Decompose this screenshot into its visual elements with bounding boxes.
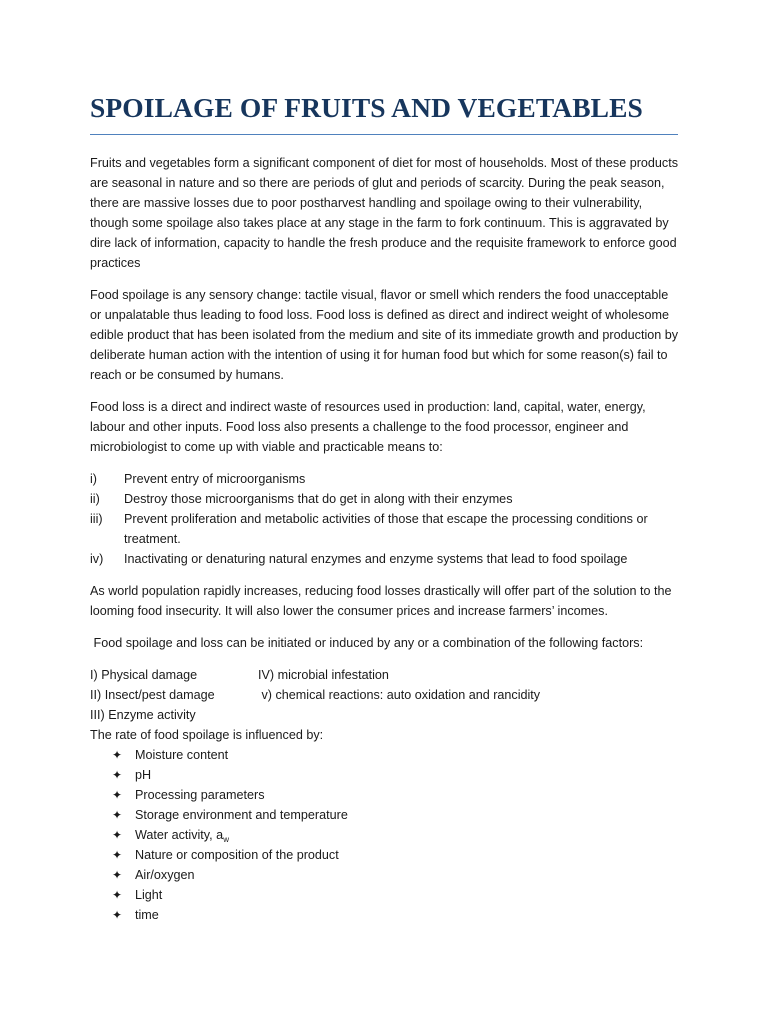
factor-item: IV) microbial infestation — [258, 668, 389, 682]
list-number: ii) — [90, 492, 100, 506]
star-bullet-icon: ✦ — [112, 848, 123, 862]
bullet-text: pH — [135, 768, 152, 782]
subscript-w: w — [223, 835, 229, 844]
bullet-item — [90, 905, 680, 925]
paragraph-factors-intro: Food spoilage and loss can be initiated or induced by any or a combination of the following factors: — [90, 636, 644, 650]
title-underline — [90, 134, 678, 135]
paragraph-food-loss: Food loss is a direct and indirect waste of resources used in production: land, capital, water, energy, labour and other inputs. Food loss also presents a challenge to the food processor, engineer and microbiologist to come up with viable and practicable means to: — [90, 400, 646, 454]
star-bullet-icon: ✦ — [112, 788, 123, 802]
bullet-text: Water activity, a — [135, 828, 224, 842]
factor-item: I) Physical damage — [90, 668, 198, 682]
star-bullet-icon: ✦ — [112, 808, 123, 822]
bullet-item — [90, 805, 680, 825]
bullet-text: Storage environment and temperature — [135, 808, 348, 822]
list-item — [90, 509, 680, 549]
list-number: iii) — [90, 512, 103, 526]
star-bullet-icon: ✦ — [112, 908, 123, 922]
bullet-text: Air/oxygen — [135, 868, 195, 882]
document-title: SPOILAGE OF FRUITS AND VEGETABLES — [90, 92, 643, 123]
means-list — [90, 469, 680, 569]
bullet-item — [90, 765, 680, 785]
bullet-item — [90, 785, 680, 805]
list-item-text: Prevent entry of microorganisms — [124, 472, 306, 486]
factors-list — [90, 665, 680, 725]
list-item — [90, 489, 680, 509]
list-item — [90, 469, 680, 489]
list-number: iv) — [90, 552, 104, 566]
factor-item: v) chemical reactions: auto oxidation and rancidity — [258, 688, 541, 702]
influences-list — [90, 745, 680, 925]
star-bullet-icon: ✦ — [112, 768, 123, 782]
bullet-item — [90, 885, 680, 905]
bullet-text: time — [135, 908, 159, 922]
bullet-item — [90, 865, 680, 885]
list-item-text: Destroy those microorganisms that do get in along with their enzymes — [124, 492, 513, 506]
factor-item: II) Insect/pest damage — [90, 688, 215, 702]
paragraph-population: As world population rapidly increases, reducing food losses drastically will offer part of the solution to the looming food insecurity. It will also lower the consumer prices and increase farmers’ incomes. — [90, 584, 675, 618]
document-body — [90, 153, 680, 925]
star-bullet-icon: ✦ — [112, 748, 123, 762]
bullet-item — [90, 825, 680, 845]
bullet-text: Nature or composition of the product — [135, 848, 339, 862]
bullet-item — [90, 845, 680, 865]
bullet-text: Light — [135, 888, 163, 902]
bullet-item — [90, 745, 680, 765]
paragraph-intro: Fruits and vegetables form a significant component of diet for most of households. Most of these products are seasonal in nature and so there are periods of glut and periods of scarcity. During the peak season, there are massive losses due to poor postharvest handling and spoilage owing to their vulnerability, though some spoilage also takes place at any stage in the farm to fork continuum. This is aggravated by dire lack of information, capacity to handle the fresh produce and the requisite framework to enforce good practices — [90, 156, 679, 270]
list-item-text: Prevent proliferation and metabolic activities of those that escape the processing conditions or treatment. — [124, 512, 648, 546]
list-item-text: Inactivating or denaturing natural enzymes and enzyme systems that lead to food spoilage — [124, 552, 628, 566]
paragraph-rate-intro: The rate of food spoilage is influenced by: — [90, 728, 324, 742]
list-item — [90, 549, 680, 569]
bullet-text: Moisture content — [135, 748, 229, 762]
list-number: i) — [90, 472, 97, 486]
bullet-text: Processing parameters — [135, 788, 265, 802]
paragraph-definition: Food spoilage is any sensory change: tactile visual, flavor or smell which renders the food unacceptable or unpalatable thus leading to food loss. Food loss is defined as direct and indirect weight of wholesome edible product that has been isolated from the medium and site of its immediate growth and production by deliberate human action with the intention of using it for human food but which for some reason(s) fail to reach or be consumed by humans. — [90, 288, 679, 382]
star-bullet-icon: ✦ — [112, 828, 123, 842]
star-bullet-icon: ✦ — [112, 888, 123, 902]
star-bullet-icon: ✦ — [112, 868, 123, 882]
factor-item: III) Enzyme activity — [90, 708, 196, 722]
